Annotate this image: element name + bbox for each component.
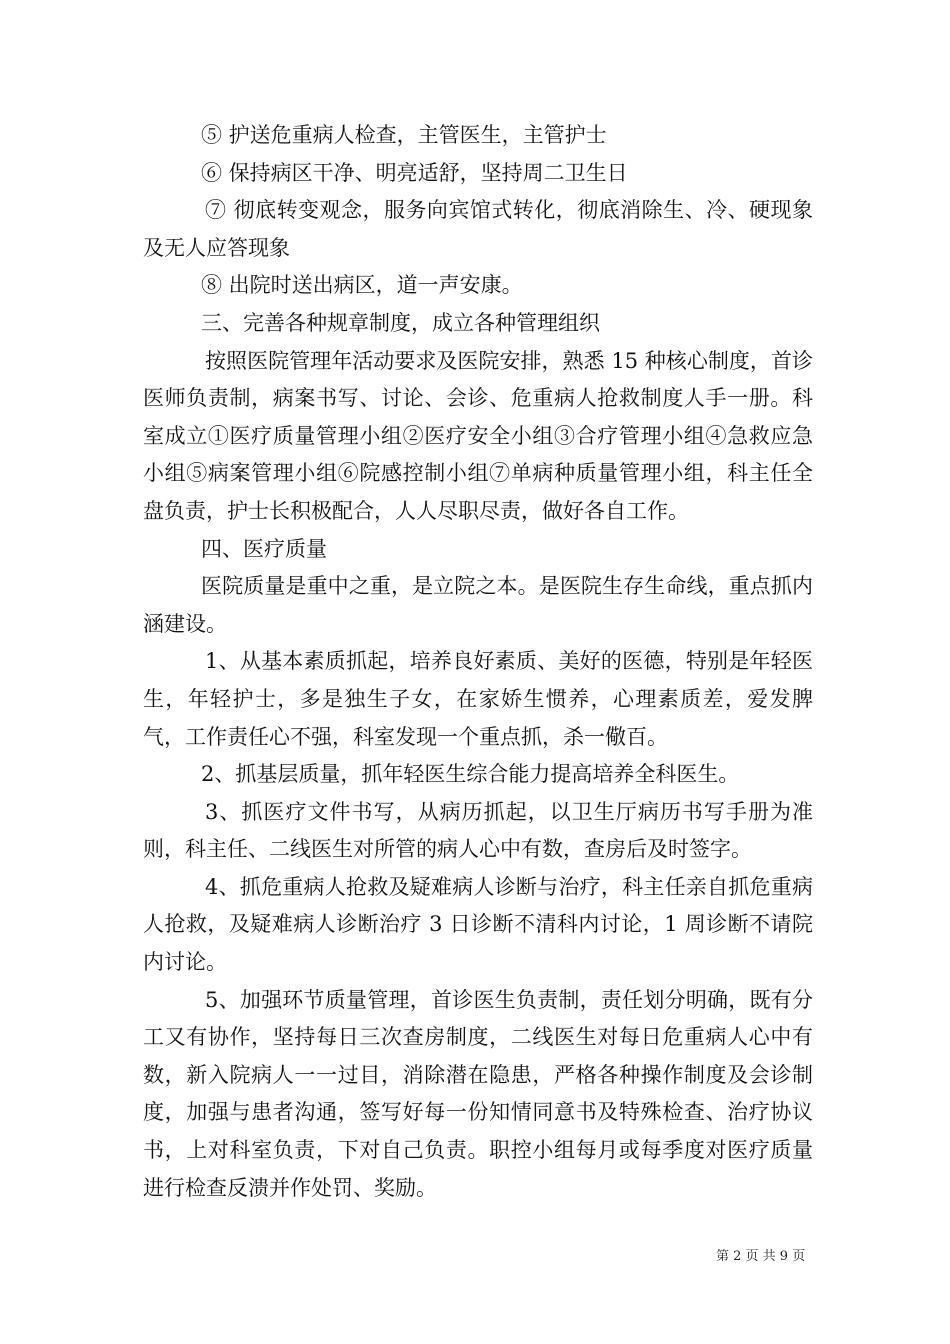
page-number: 第 2 页 共 9 页 <box>716 1249 806 1264</box>
paragraph-item-7: ⑦ 彻底转变观念，服务向宾馆式转化，彻底消除生、冷、硬现象及无人应答现象 <box>143 198 813 260</box>
section-heading-4: 四、医疗质量 <box>201 536 327 561</box>
paragraph-point-5: 5、加强环节质量管理，首诊医生负责制，责任划分明确，既有分工又有协作，坚持每日三次查房制度，二线医生对每日危重病人心中有数，新入院病人一一过目，消除潜在隐患，严格各种操作制度及会诊制度，加强与患者沟通，签写好每一份知情同意书及特殊检查、治疗协议书，上对科室负责，下对自己负责。职控小组每月或每季度对医疗质量进行检查反溃并作处罚、奖励。 <box>143 987 813 1200</box>
paragraph-point-3: 3、抓医疗文件书写，从病历抓起，以卫生厅病历书写手册为准则，科主任、二线医生对所管的病人心中有数，查房后及时签字。 <box>143 799 813 862</box>
paragraph-item-6: ⑥ 保持病区干净、明亮适舒，坚持周二卫生日 <box>201 160 628 185</box>
paragraph-management: 按照医院管理年活动要求及医院安排，熟悉 15 种核心制度，首诊医师负责制，病案书写、讨论、会诊、危重病人抢救制度人手一册。科室成立①医疗质量管理小组②医疗安全小组③合疗管理小组④急救应急小组⑤病案管理小组⑥院感控制小组⑦单病种质量管理小组，科主任全盘负责，护士长积极配合，人人尽职尽责，做好各自工作。 <box>143 348 813 523</box>
paragraph-quality-intro: 医院质量是重中之重，是立院之本。是医院生存生命线，重点抓内涵建设。 <box>143 574 813 636</box>
paragraph-point-1: 1、从基本素质抓起，培养良好素质、美好的医德，特别是年轻医生，年轻护士，多是独生子女，在家娇生惯养，心理素质差，爱发脾气，工作责任心不强，科室发现一个重点抓，杀一儆百。 <box>143 649 813 749</box>
section-heading-3: 三、完善各种规章制度，成立各种管理组织 <box>201 310 600 335</box>
paragraph-item-8: ⑧ 出院时送出病区，道一声安康。 <box>201 273 523 298</box>
paragraph-point-4: 4、抓危重病人抢救及疑难病人诊断与治疗，科主任亲自抓危重病人抢救，及疑难病人诊断治疗 3 日诊断不清科内讨论，1 周诊断不请院内讨论。 <box>143 874 813 975</box>
document-body <box>143 117 813 1207</box>
paragraph-item-5: ⑤ 护送危重病人检查，主管医生，主管护士 <box>201 123 607 147</box>
paragraph-point-2: 2、抓基层质量，抓年轻医生综合能力提高培养全科医生。 <box>201 762 740 787</box>
